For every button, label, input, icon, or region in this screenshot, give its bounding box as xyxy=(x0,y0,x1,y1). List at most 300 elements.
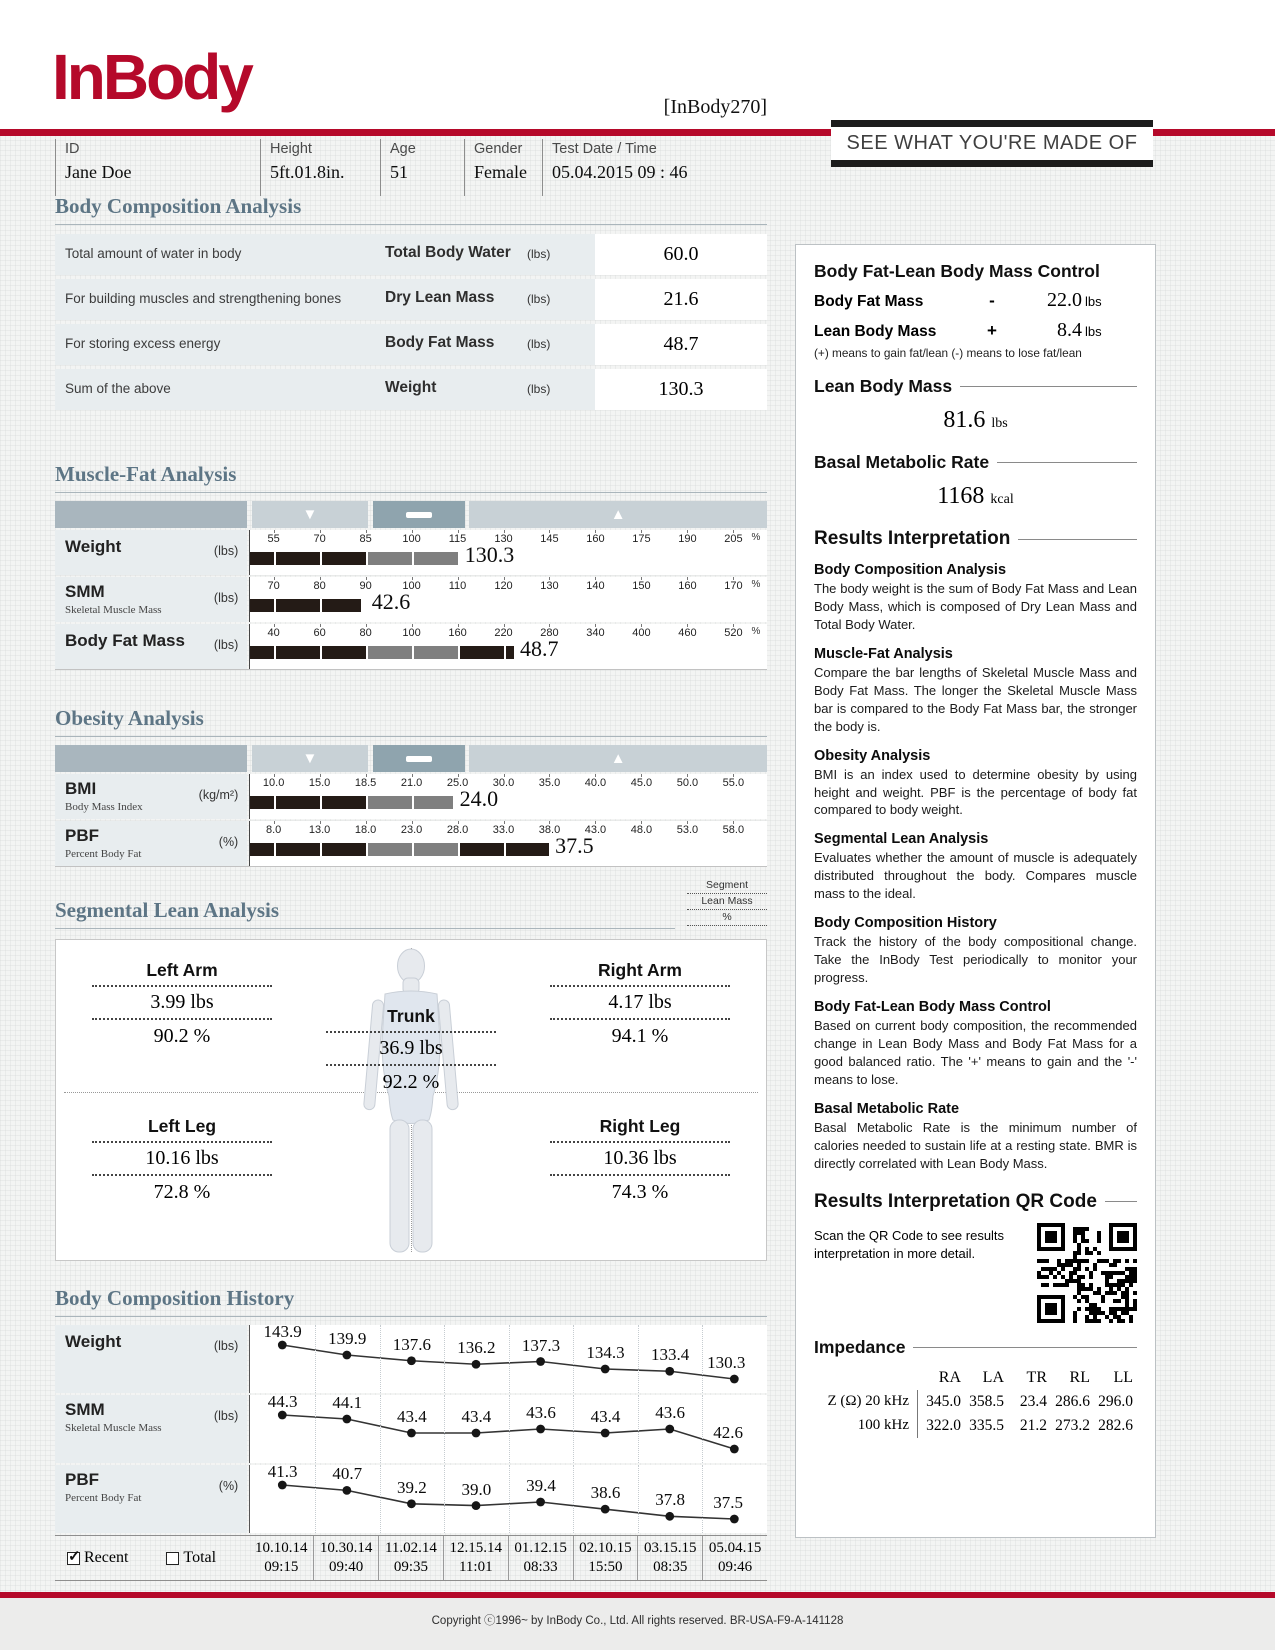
tick-label: 100 xyxy=(402,627,421,639)
tick-label: 80 xyxy=(359,627,372,639)
gauge-chart xyxy=(249,774,767,819)
tick-label: 160 xyxy=(586,533,605,545)
gauge-chart xyxy=(249,577,767,622)
tick-label: 10.0 xyxy=(262,777,285,789)
column-separator xyxy=(444,1325,445,1393)
gauge-label: SMM xyxy=(65,582,105,601)
field-value: 05.04.2015 09 : 46 xyxy=(552,162,688,182)
test-date-cell xyxy=(508,1536,573,1580)
bar-separator xyxy=(687,796,689,809)
gauge-label-cell xyxy=(55,774,247,819)
row-description-cell xyxy=(55,279,595,320)
bar-separator xyxy=(458,599,460,612)
interpretation-heading: Body Composition History xyxy=(814,915,997,932)
tick-label: 18.5 xyxy=(354,777,377,789)
bar-separator xyxy=(320,843,322,856)
test-date-cell xyxy=(637,1536,702,1580)
column-separator xyxy=(315,1325,316,1393)
tick-label: 170 xyxy=(724,580,743,592)
bar-separator xyxy=(366,796,368,809)
data-point-label: 43.4 xyxy=(461,1407,492,1426)
field-value: Female xyxy=(474,162,527,182)
dash-icon xyxy=(406,756,432,762)
column-separator xyxy=(638,1395,639,1463)
test-time: 08:35 xyxy=(653,1559,688,1575)
gauge-sublabel: Body Mass Index xyxy=(65,801,143,813)
section-title: Body Composition Analysis xyxy=(55,194,767,225)
history-label: PBF xyxy=(65,1470,99,1489)
history-chart xyxy=(249,1322,767,1393)
tick-label: 100 xyxy=(402,533,421,545)
column-separator xyxy=(315,1465,316,1533)
history-label-cell xyxy=(55,1325,247,1393)
column-separator xyxy=(509,1465,510,1533)
data-point-label: 43.6 xyxy=(526,1403,556,1422)
tick-label: 90 xyxy=(359,580,372,592)
interpretation-text: BMI is an index used to determine obesity by using height and weight. PBF is the percentage of body fat compared to body weight. xyxy=(814,766,1137,818)
test-date: 01.12.15 xyxy=(514,1539,567,1556)
tick-label: 120 xyxy=(494,580,513,592)
tick-label: 115 xyxy=(448,533,467,545)
gauge-label-cell xyxy=(55,624,247,669)
bar-separator xyxy=(641,599,643,612)
tick-label: 80 xyxy=(313,580,326,592)
test-time: 15:50 xyxy=(588,1559,623,1575)
segment-trunk xyxy=(326,1006,496,1094)
gauge-label: BMI xyxy=(65,779,97,798)
bar-separator xyxy=(687,843,689,856)
tick-label: 21.0 xyxy=(400,777,423,789)
control-unit: lbs xyxy=(1085,324,1102,339)
bmr-title: Basal Metabolic Rate xyxy=(814,452,1137,473)
test-date-cell xyxy=(443,1536,508,1580)
impedance-value: 358.5 xyxy=(969,1393,1004,1411)
gauge-chart xyxy=(249,624,767,669)
gauge-bar-segment xyxy=(250,646,365,659)
history-row-smm xyxy=(55,1392,767,1463)
tick-label: 150 xyxy=(632,580,651,592)
tick-label: 520 xyxy=(724,627,743,639)
range-band-normal xyxy=(373,745,466,772)
interpretation-heading: Body Fat-Lean Body Mass Control xyxy=(814,999,1051,1015)
interpretation-text: Basal Metabolic Rate is the minimum number of calories needed to sustain life at a resting state. BMR is directly correlated with Lean Body Mass. xyxy=(814,1119,1137,1171)
data-point-label: 134.3 xyxy=(586,1343,625,1362)
bar-separator xyxy=(366,843,368,856)
impedance-col-ra: RA xyxy=(938,1368,961,1386)
data-point-label: 38.6 xyxy=(590,1483,621,1503)
data-point-label: 44.3 xyxy=(267,1392,298,1411)
data-point-label: 143.9 xyxy=(263,1322,302,1341)
history-label: SMM xyxy=(65,1400,105,1419)
segment-mass: 4.17 lbs xyxy=(550,985,730,1018)
impedance-col-ll: LL xyxy=(1113,1368,1133,1386)
data-point-label: 43.4 xyxy=(396,1407,427,1426)
tick-label: 160 xyxy=(448,627,467,639)
section-title: Obesity Analysis xyxy=(55,706,767,737)
segment-label: Trunk xyxy=(387,1006,435,1026)
gauge-label-cell xyxy=(55,821,247,866)
tick-label: 40.0 xyxy=(584,777,607,789)
column-separator xyxy=(380,1465,381,1533)
impedance-value: 322.0 xyxy=(926,1417,961,1435)
test-time: 08:33 xyxy=(523,1559,558,1575)
section-muscle-fat-analysis xyxy=(55,462,767,670)
bar-separator xyxy=(595,599,597,612)
tick-label: 160 xyxy=(678,580,697,592)
gauge-label: PBF xyxy=(65,826,99,845)
bar-separator xyxy=(733,599,735,612)
segment-left-arm xyxy=(92,960,272,1048)
history-sublabel: Skeletal Muscle Mass xyxy=(65,1422,162,1434)
row-unit: (lbs) xyxy=(527,292,551,306)
bar-separator xyxy=(458,552,460,565)
interpretation-text: Based on current body composition, the recommended change in Lean Body Mass and Body Fat Mass for a good balanced ratio. The '+' means to gain and the '-' means to lose. xyxy=(814,1018,1137,1087)
tick-label: 25.0 xyxy=(446,777,469,789)
bar-separator xyxy=(595,646,597,659)
checked-checkbox[interactable] xyxy=(67,1548,81,1565)
tick-label: 50.0 xyxy=(676,777,699,789)
gauge-bar-segment xyxy=(250,599,361,612)
tick-label: 55.0 xyxy=(722,777,745,789)
test-date-cell xyxy=(702,1536,767,1580)
bar-separator xyxy=(733,843,735,856)
qr-code xyxy=(1037,1223,1137,1323)
segment-label: Right Arm xyxy=(598,960,682,980)
interpretation-item xyxy=(814,646,1137,736)
bar-separator xyxy=(595,843,597,856)
history-filters xyxy=(55,1536,249,1580)
control-title: Body Fat-Lean Body Mass Control xyxy=(814,261,1100,281)
bmr-value: 1168 kcal xyxy=(937,483,1014,509)
bar-separator xyxy=(412,552,414,565)
tick-label: 130 xyxy=(540,580,559,592)
row-value: 130.3 xyxy=(595,369,767,410)
bar-separator xyxy=(504,599,506,612)
tick-label: 85 xyxy=(359,533,372,545)
tick-label: 205 xyxy=(724,533,743,545)
bar-separator xyxy=(595,552,597,565)
gauge-label: Weight xyxy=(65,537,122,556)
column-separator xyxy=(573,1465,574,1533)
table-row xyxy=(55,324,767,365)
row-value: 60.0 xyxy=(595,234,767,275)
segment-percent: 92.2 % xyxy=(326,1064,496,1094)
test-date: 11.02.14 xyxy=(384,1539,437,1556)
id-field-height xyxy=(260,139,380,196)
gauge-bar-segment xyxy=(250,552,365,565)
filter-label: Recent xyxy=(84,1549,129,1566)
history-label-cell xyxy=(55,1395,247,1463)
gauge-unit: (lbs) xyxy=(213,591,239,605)
impedance-value: 296.0 xyxy=(1098,1393,1133,1411)
tagline-banner: SEE WHAT YOU'RE MADE OF xyxy=(831,120,1153,167)
history-chart xyxy=(249,1392,767,1463)
filter-total[interactable] xyxy=(166,1549,216,1567)
down-triangle-icon: ▼ xyxy=(302,750,318,767)
bar-separator xyxy=(320,599,322,612)
qr-instructions: Scan the QR Code to see results interpretation in more detail. xyxy=(814,1227,1005,1261)
range-band-over xyxy=(469,501,767,528)
legend-entry: Segment xyxy=(687,878,767,894)
test-time: 09:15 xyxy=(264,1559,299,1575)
tick-label: 145 xyxy=(540,533,559,545)
interpretation-heading: Obesity Analysis xyxy=(814,747,931,764)
bar-separator xyxy=(412,796,414,809)
tick-label: 130 xyxy=(494,533,513,545)
qr-section xyxy=(814,1223,1137,1323)
tick-label: 110 xyxy=(448,580,467,592)
control-unit: lbs xyxy=(1085,294,1102,309)
segment-left-leg xyxy=(92,1116,272,1204)
impedance-title: Impedance xyxy=(814,1337,1137,1358)
segment-percent: 90.2 % xyxy=(92,1018,272,1048)
tick-label: 70 xyxy=(313,533,326,545)
test-date: 02.10.15 xyxy=(579,1539,632,1556)
bar-separator xyxy=(412,646,414,659)
gauge-value: 37.5 xyxy=(555,833,594,858)
tick-label: 43.0 xyxy=(584,824,607,836)
control-label: Lean Body Mass xyxy=(814,323,937,340)
test-time: 09:35 xyxy=(393,1559,429,1575)
data-point-label: 37.5 xyxy=(713,1493,744,1512)
history-row-weight xyxy=(55,1322,767,1393)
history-sublabel: Percent Body Fat xyxy=(65,1492,142,1504)
data-point-label: 41.3 xyxy=(267,1462,298,1481)
tick-label: 33.0 xyxy=(492,824,515,836)
range-band-under xyxy=(252,745,369,772)
interpretation-heading: Body Composition Analysis xyxy=(814,562,1007,578)
data-point-label: 43.4 xyxy=(590,1407,621,1426)
impedance-value: 21.2 xyxy=(1019,1417,1047,1435)
bar-separator xyxy=(320,796,322,809)
tick-label: 23.0 xyxy=(400,824,423,836)
control-row-lean-body-mass xyxy=(814,319,1137,342)
gauge-value: 48.7 xyxy=(520,636,559,661)
table-row xyxy=(55,234,767,275)
id-field-age xyxy=(380,139,464,196)
impedance-value: 282.6 xyxy=(1098,1417,1133,1435)
test-date: 05.04.15 xyxy=(708,1539,762,1556)
column-separator xyxy=(638,1325,639,1393)
gauge-rows xyxy=(55,530,767,670)
control-sign: + xyxy=(987,321,997,340)
segment-mass: 36.9 lbs xyxy=(326,1031,496,1064)
tick-label: 15.0 xyxy=(308,777,331,789)
gauge-label: Body Fat Mass xyxy=(65,631,185,650)
segment-legend xyxy=(687,878,767,926)
impedance-col-rl: RL xyxy=(1069,1368,1090,1386)
history-dates-row xyxy=(55,1535,767,1581)
tick-label: 175 xyxy=(632,533,651,545)
gauge-value: 42.6 xyxy=(371,589,411,614)
test-time: 09:46 xyxy=(718,1559,753,1575)
tick-label: 55 xyxy=(267,533,280,545)
right-panel xyxy=(795,244,1156,1538)
tick-label: 190 xyxy=(678,533,697,545)
control-note: (+) means to gain fat/lean (-) means to lose fat/lean xyxy=(814,346,1082,360)
bar-separator xyxy=(274,552,276,565)
tick-label: 460 xyxy=(678,627,697,639)
row-description: Total amount of water in body xyxy=(65,246,242,261)
bar-separator xyxy=(687,552,689,565)
scale-unit: % xyxy=(751,532,761,543)
range-band-label-block xyxy=(55,745,247,772)
id-field-test-date-time xyxy=(542,139,767,196)
section-obesity-analysis xyxy=(55,706,767,867)
data-point-label: 43.6 xyxy=(655,1403,685,1422)
interpretation-text: The body weight is the sum of Body Fat Mass and Lean Body Mass, which is composed of Dry Lean Mass and Total Body Water. xyxy=(814,581,1137,632)
history-label: Weight xyxy=(65,1332,122,1351)
gauge-sublabel: Skeletal Muscle Mass xyxy=(65,604,162,616)
data-point-label: 137.3 xyxy=(521,1335,561,1355)
column-separator xyxy=(702,1465,703,1533)
id-field-id xyxy=(55,139,260,196)
tick-label: 18.0 xyxy=(354,824,377,836)
impedance-row-label: 100 kHz xyxy=(814,1414,918,1438)
history-label-cell xyxy=(55,1465,247,1533)
data-point-label: 44.1 xyxy=(332,1393,363,1412)
gauge-value: 130.3 xyxy=(464,542,515,567)
filter-recent[interactable] xyxy=(67,1549,128,1567)
copyright-text: Copyright ⓒ1996~ by InBody Co., Ltd. All rights reserved. BR-USA-F9-A-141128 xyxy=(431,1615,844,1627)
segment-label: Left Leg xyxy=(147,1116,217,1136)
bar-separator xyxy=(412,599,414,612)
field-label: Test Date / Time xyxy=(552,141,657,157)
impedance-value: 23.4 xyxy=(1019,1393,1047,1411)
gauge-bar-segment xyxy=(250,843,365,856)
impedance-value: 335.5 xyxy=(969,1417,1004,1435)
inbody-logo: InBody xyxy=(52,41,251,113)
bar-separator xyxy=(504,796,506,809)
history-chart xyxy=(249,1462,767,1533)
data-point-label: 37.8 xyxy=(655,1490,685,1510)
date-cells xyxy=(249,1536,767,1580)
interpretation-text: Compare the bar lengths of Skeletal Muscle Mass and Body Fat Mass. The longer the Skeletal Muscle Mass bar is compared to the Body Fat Mass bar, the stronger the body is. xyxy=(814,664,1137,734)
bar-separator xyxy=(274,796,276,809)
data-point-label: 136.2 xyxy=(457,1338,496,1358)
impedance-col-la: LA xyxy=(982,1368,1004,1386)
tick-label: 400 xyxy=(632,627,651,639)
segment-right-arm xyxy=(550,960,730,1048)
results-interpretation-title: Results Interpretation xyxy=(814,528,1137,550)
gauge-unit: (lbs) xyxy=(213,544,239,558)
section-body-composition-history xyxy=(55,1286,767,1581)
range-band xyxy=(55,501,767,528)
data-point-label: 133.4 xyxy=(650,1345,690,1365)
row-value: 48.7 xyxy=(595,324,767,365)
column-separator xyxy=(573,1395,574,1463)
interpretation-text: Evaluates whether the amount of muscle is adequately distributed throughout the body. Compares muscle mass to the ideal. xyxy=(814,850,1137,902)
bar-separator xyxy=(274,646,276,659)
column-separator xyxy=(444,1395,445,1463)
row-parameter: Body Fat Mass xyxy=(385,334,495,351)
segment-percent: 72.8 % xyxy=(92,1174,272,1204)
scale-unit: % xyxy=(751,626,761,637)
impedance-row-label: Z (Ω) 20 kHz xyxy=(814,1390,918,1414)
tick-label: 60 xyxy=(313,627,326,639)
tick-label: 40 xyxy=(267,627,280,639)
impedance-col-tr: TR xyxy=(1026,1368,1047,1386)
impedance-table xyxy=(814,1366,1137,1439)
down-triangle-icon: ▼ xyxy=(302,506,318,523)
history-row-pbf xyxy=(55,1462,767,1533)
test-date-cell xyxy=(378,1536,443,1580)
interpretation-item xyxy=(814,562,1137,634)
filter-label: Total xyxy=(183,1549,217,1566)
gauge-unit: (%) xyxy=(218,835,239,849)
data-point-label: 42.6 xyxy=(713,1423,744,1442)
bar-separator xyxy=(549,599,551,612)
section-body-composition-analysis xyxy=(55,194,767,414)
interpretation-item xyxy=(814,748,1137,820)
column-separator xyxy=(702,1325,703,1393)
tick-label: 48.0 xyxy=(630,824,653,836)
bar-separator xyxy=(595,796,597,809)
row-description-cell xyxy=(55,234,595,275)
interpretation-item xyxy=(814,1101,1137,1173)
segment-label: Right Leg xyxy=(599,1116,681,1136)
scale-unit: % xyxy=(751,579,761,590)
unchecked-checkbox[interactable] xyxy=(166,1552,179,1565)
gauge-value: 24.0 xyxy=(459,786,499,811)
bar-separator xyxy=(687,646,689,659)
bar-separator xyxy=(549,843,551,856)
field-value: 51 xyxy=(390,162,408,182)
column-separator xyxy=(444,1465,445,1533)
bar-separator xyxy=(641,646,643,659)
bar-separator xyxy=(733,796,735,809)
segment-mass: 3.99 lbs xyxy=(92,985,272,1018)
segmental-panel xyxy=(55,939,767,1261)
column-separator xyxy=(380,1325,381,1393)
qr-section-title: Results Interpretation QR Code xyxy=(814,1191,1137,1213)
segment-label: Left Arm xyxy=(146,960,218,980)
column-separator xyxy=(573,1325,574,1393)
gauge-rows xyxy=(55,774,767,867)
dash-icon xyxy=(406,512,432,518)
test-date-cell xyxy=(573,1536,638,1580)
bar-separator xyxy=(366,552,368,565)
segment-right-leg xyxy=(550,1116,730,1204)
tick-label: 30.0 xyxy=(492,777,515,789)
data-point-label: 137.6 xyxy=(392,1334,431,1354)
test-date-cell xyxy=(249,1536,313,1580)
interpretation-text: Track the history of the body compositional change. Take the InBody Test periodically to monitor your progress. xyxy=(814,934,1137,986)
column-separator xyxy=(702,1395,703,1463)
gauge-label-cell xyxy=(55,577,247,622)
tick-label: 28.0 xyxy=(446,824,469,836)
gauge-row-body-fat-mass xyxy=(55,624,767,669)
history-unit: (lbs) xyxy=(213,1339,239,1353)
body-figure xyxy=(311,944,511,1265)
test-date-cell xyxy=(313,1536,378,1580)
segment-mass: 10.36 lbs xyxy=(550,1141,730,1174)
impedance-data-row xyxy=(814,1390,1137,1414)
range-band xyxy=(55,745,767,772)
field-value: Jane Doe xyxy=(65,162,132,182)
history-unit: (lbs) xyxy=(213,1409,239,1423)
section-title: Segmental Lean Analysis xyxy=(55,898,675,929)
bar-separator xyxy=(733,552,735,565)
bar-separator xyxy=(366,646,368,659)
gauge-row-pbf xyxy=(55,821,767,866)
interpretation-item xyxy=(814,915,1137,987)
section-title: Body Composition History xyxy=(55,1286,767,1317)
gauge-unit: (lbs) xyxy=(213,638,239,652)
row-description: For storing excess energy xyxy=(65,336,221,351)
impedance-value: 345.0 xyxy=(926,1393,961,1411)
column-separator xyxy=(638,1465,639,1533)
